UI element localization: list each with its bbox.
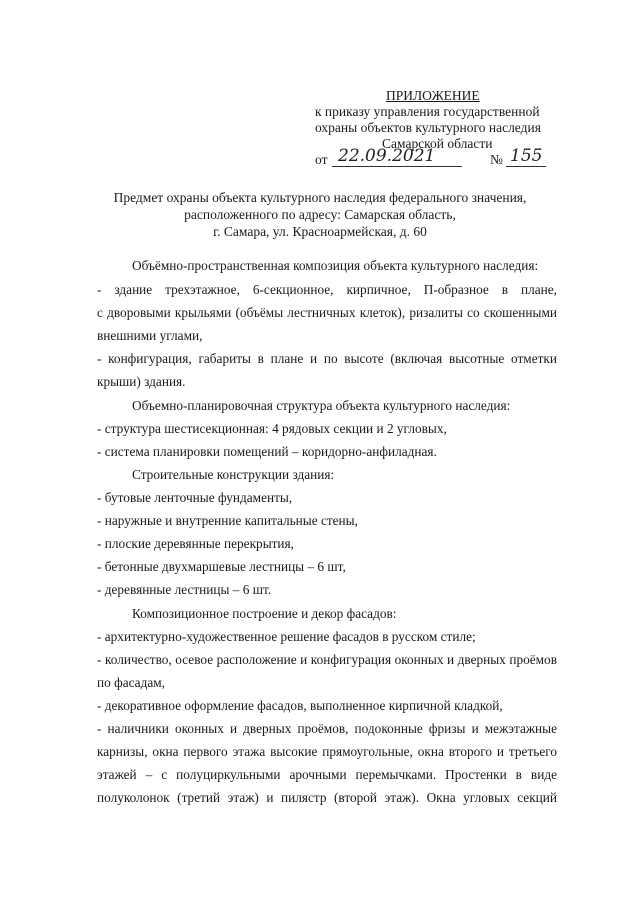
section-heading-construction: Строительные конструкции здания: [132, 467, 335, 482]
body-line: - архитектурно-художественное решение фасадов в русском стиле; [97, 629, 476, 644]
section-heading-planning: Объемно-планировочная структура объекта культурного наследия: [132, 398, 511, 413]
date-prefix: от [315, 152, 328, 167]
body-line: - бутовые ленточные фундаменты, [97, 490, 293, 505]
body-line: полуколонок (третий этаж) и пилястр (второй этаж). Окна угловых секций [97, 790, 557, 805]
body-line: внешними углами, [97, 328, 203, 343]
section-heading-volume: Объёмно-пространственная композиция объекта культурного наследия: [132, 258, 539, 273]
appendix-line-1: к приказу управления государственной [315, 104, 540, 119]
body-line: крыши) здания. [97, 374, 186, 389]
appendix-heading: ПРИЛОЖЕНИЕ [386, 88, 480, 103]
number-value: 155 [510, 146, 543, 166]
body-line: - наружные и внутренние капитальные стены, [97, 513, 358, 528]
date-value: 22.09.2021 [338, 146, 436, 166]
body-line: с дворовыми крыльями (объёмы лестничных клеток), ризалиты со скошенными [97, 305, 557, 320]
title-line-2: расположенного по адресу: Самарская область, [184, 207, 456, 222]
body-line: - бетонные двухмаршевые лестницы – 6 шт, [97, 559, 346, 574]
section-heading-facades: Композиционное построение и декор фасадов: [132, 606, 397, 621]
body-line: - конфигурация, габариты в плане и по высоте (включая высотные отметки [97, 351, 557, 366]
number-prefix: № [490, 152, 503, 167]
title-line-1: Предмет охраны объекта культурного наследия федерального значения, [113, 190, 527, 205]
body-line: - здание трехэтажное, 6-секционное, кирпичное, П-образное в плане, [97, 282, 557, 297]
body-line: этажей – с полуциркульными арочными перемычками. Простенки в виде [97, 767, 557, 782]
body-line: карнизы, окна первого этажа высокие прямоугольные, окна второго и третьего [97, 744, 557, 759]
number-underline [506, 166, 546, 167]
body-line: - декоративное оформление фасадов, выполненное кирпичной кладкой, [97, 698, 503, 713]
date-underline [332, 166, 462, 167]
body-line: по фасадам, [97, 675, 165, 690]
title-line-3: г. Самара, ул. Красноармейская, д. 60 [213, 224, 427, 239]
appendix-line-2: охраны объектов культурного наследия [315, 120, 541, 135]
body-line: - плоские деревянные перекрытия, [97, 536, 294, 551]
appendix-line-3: Самарской области [382, 136, 493, 151]
body-line: - количество, осевое расположение и конфигурация оконных и дверных проёмов [97, 652, 557, 667]
body-line: - структура шестисекционная: 4 рядовых секции и 2 угловых, [97, 421, 447, 436]
body-line: - система планировки помещений – коридорно-анфиладная. [97, 444, 437, 459]
body-line: - наличники оконных и дверных проёмов, подоконные фризы и межэтажные [97, 721, 557, 736]
body-line: - деревянные лестницы – 6 шт. [97, 582, 272, 597]
